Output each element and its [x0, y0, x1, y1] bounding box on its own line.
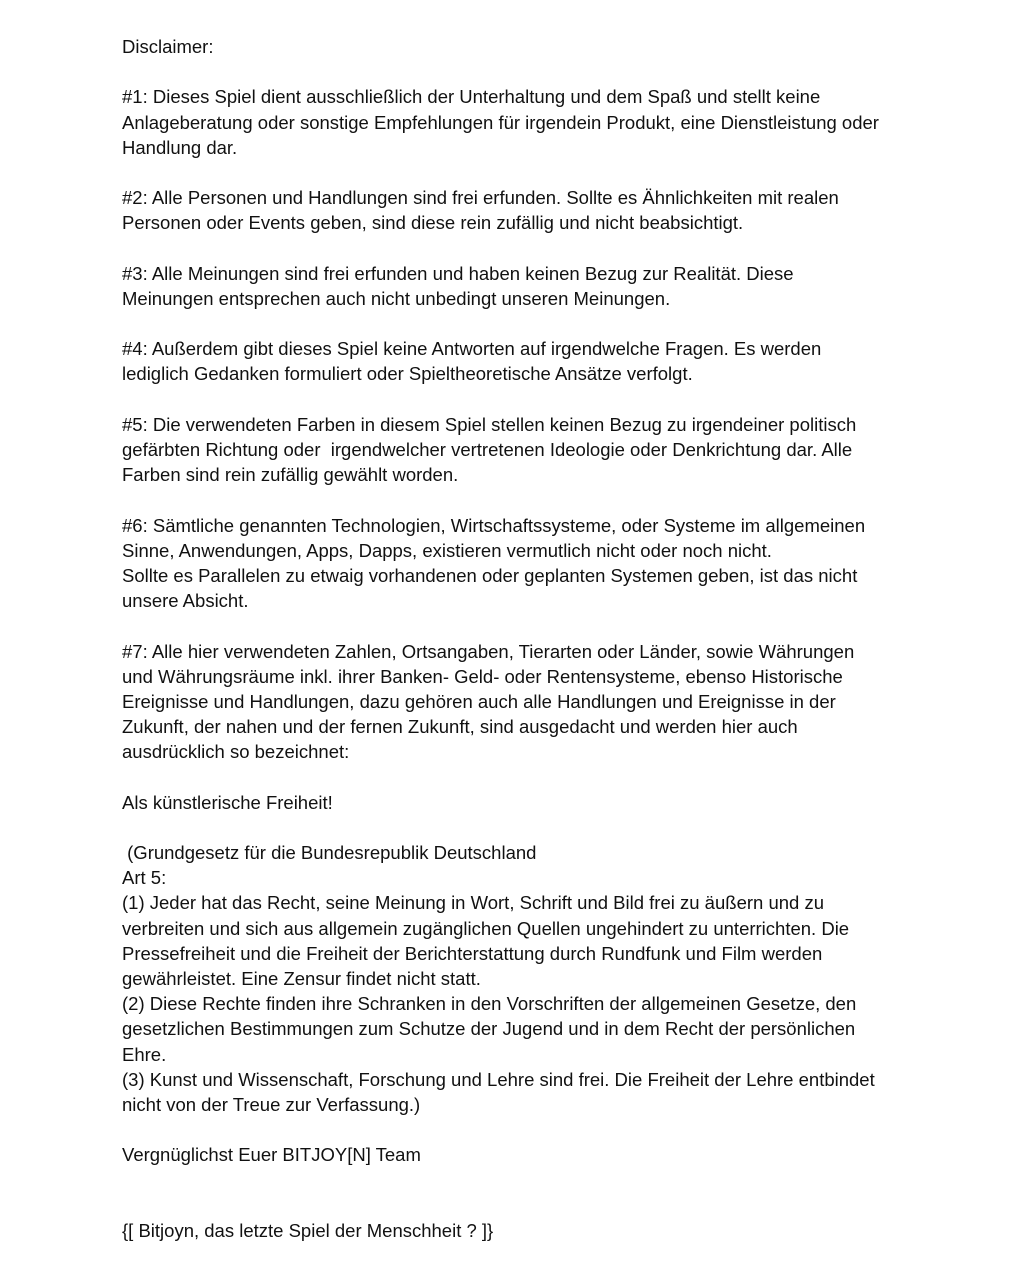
law-quote-line: (Grundgesetz für die Bundesrepublik Deutschland — [122, 842, 537, 863]
disclaimer-line: lediglich Gedanken formuliert oder Spieltheoretische Ansätze verfolgt. — [122, 363, 693, 385]
team-signature: Vergnüglichst Euer BITJOY[N] Team — [122, 1144, 421, 1166]
law-quote — [122, 840, 922, 1117]
disclaimer-line: Sollte es Parallelen zu etwaig vorhandenen oder geplanten Systemen geben, ist das nicht — [122, 564, 858, 586]
disclaimer-line: ausdrücklich so bezeichnet: — [122, 741, 350, 763]
disclaimer-line: Handlung dar. — [122, 136, 238, 158]
disclaimer-line: #1: Dieses Spiel dient ausschließlich der Unterhaltung und dem Spaß und stellt keine — [122, 86, 821, 108]
disclaimer-line: #6: Sämtliche genannten Technologien, Wirtschaftssysteme, oder Systeme im allgemeinen — [122, 514, 866, 536]
law-quote-line: (2) Diese Rechte finden ihre Schranken in den Vorschriften der allgemeinen Gesetze, den — [122, 993, 857, 1015]
disclaimer-line: #7: Alle hier verwendeten Zahlen, Ortsangaben, Tierarten oder Länder, sowie Währungen — [122, 640, 855, 662]
disclaimer-line: unsere Absicht. — [122, 590, 249, 612]
disclaimer-item-2 — [122, 185, 922, 235]
law-quote-line: Pressefreiheit und die Freiheit der Berichterstattung durch Rundfunk und Film werden — [122, 942, 823, 964]
disclaimer-line: #4: Außerdem gibt dieses Spiel keine Antworten auf irgendwelche Fragen. Es werden — [122, 338, 822, 360]
disclaimer-line: #5: Die verwendeten Farben in diesem Spiel stellen keinen Bezug zu irgendeiner politisch — [122, 413, 857, 435]
disclaimer-line: gefärbten Richtung oder irgendwelcher vertretenen Ideologie oder Denkrichtung dar. Alle — [122, 439, 853, 460]
law-quote-line: nicht von der Treue zur Verfassung.) — [122, 1093, 421, 1115]
disclaimer-item-7 — [122, 639, 922, 765]
disclaimer-item-3 — [122, 261, 922, 311]
disclaimer-line: Anlageberatung oder sonstige Empfehlungen für irgendein Produkt, eine Dienstleistung oder — [122, 111, 879, 133]
disclaimer-line: #3: Alle Meinungen sind frei erfunden und haben keinen Bezug zur Realität. Diese — [122, 262, 794, 284]
law-quote-line: verbreiten und sich aus allgemein zugänglichen Quellen ungehindert zu unterrichten. Die — [122, 917, 850, 939]
disclaimer-line: und Währungsräume inkl. ihrer Banken- Geld- oder Rentensysteme, ebenso Historische — [122, 665, 843, 687]
law-quote-line: Ehre. — [122, 1043, 167, 1065]
disclaimer-item-1 — [122, 84, 922, 160]
disclaimer-line: Farben sind rein zufällig gewählt worden. — [122, 464, 459, 486]
law-quote-line: Art 5: — [122, 867, 167, 889]
document-heading: Disclaimer: — [122, 36, 214, 57]
law-quote-line: (1) Jeder hat das Recht, seine Meinung in Wort, Schrift und Bild frei zu äußern und zu — [122, 892, 824, 914]
disclaimer-item-6 — [122, 513, 922, 614]
disclaimer-line: Personen oder Events geben, sind diese rein zufällig und nicht beabsichtigt. — [122, 212, 744, 234]
law-quote-line: (3) Kunst und Wissenschaft, Forschung und Lehre sind frei. Die Freiheit der Lehre entbindet — [122, 1068, 875, 1090]
freedom-statement: Als künstlerische Freiheit! — [122, 791, 333, 813]
closing-tagline: {[ Bitjoyn, das letzte Spiel der Menschheit ? ]} — [122, 1219, 494, 1241]
disclaimer-document — [122, 34, 922, 1243]
law-quote-line: gesetzlichen Bestimmungen zum Schutze der Jugend und in dem Recht der persönlichen — [122, 1018, 856, 1040]
law-quote-line: gewährleistet. Eine Zensur findet nicht statt. — [122, 967, 481, 989]
disclaimer-line: Zukunft, der nahen und der fernen Zukunft, sind ausgedacht und werden hier auch — [122, 716, 798, 738]
disclaimer-line: Ereignisse und Handlungen, dazu gehören auch alle Handlungen und Ereignisse in der — [122, 690, 836, 712]
disclaimer-line: #2: Alle Personen und Handlungen sind frei erfunden. Sollte es Ähnlichkeiten mit realen — [122, 187, 839, 209]
disclaimer-line: Meinungen entsprechen auch nicht unbedingt unseren Meinungen. — [122, 287, 671, 309]
disclaimer-line: Sinne, Anwendungen, Apps, Dapps, existieren vermutlich nicht oder noch nicht. — [122, 539, 772, 561]
disclaimer-item-4 — [122, 336, 922, 386]
disclaimer-item-5 — [122, 412, 922, 488]
